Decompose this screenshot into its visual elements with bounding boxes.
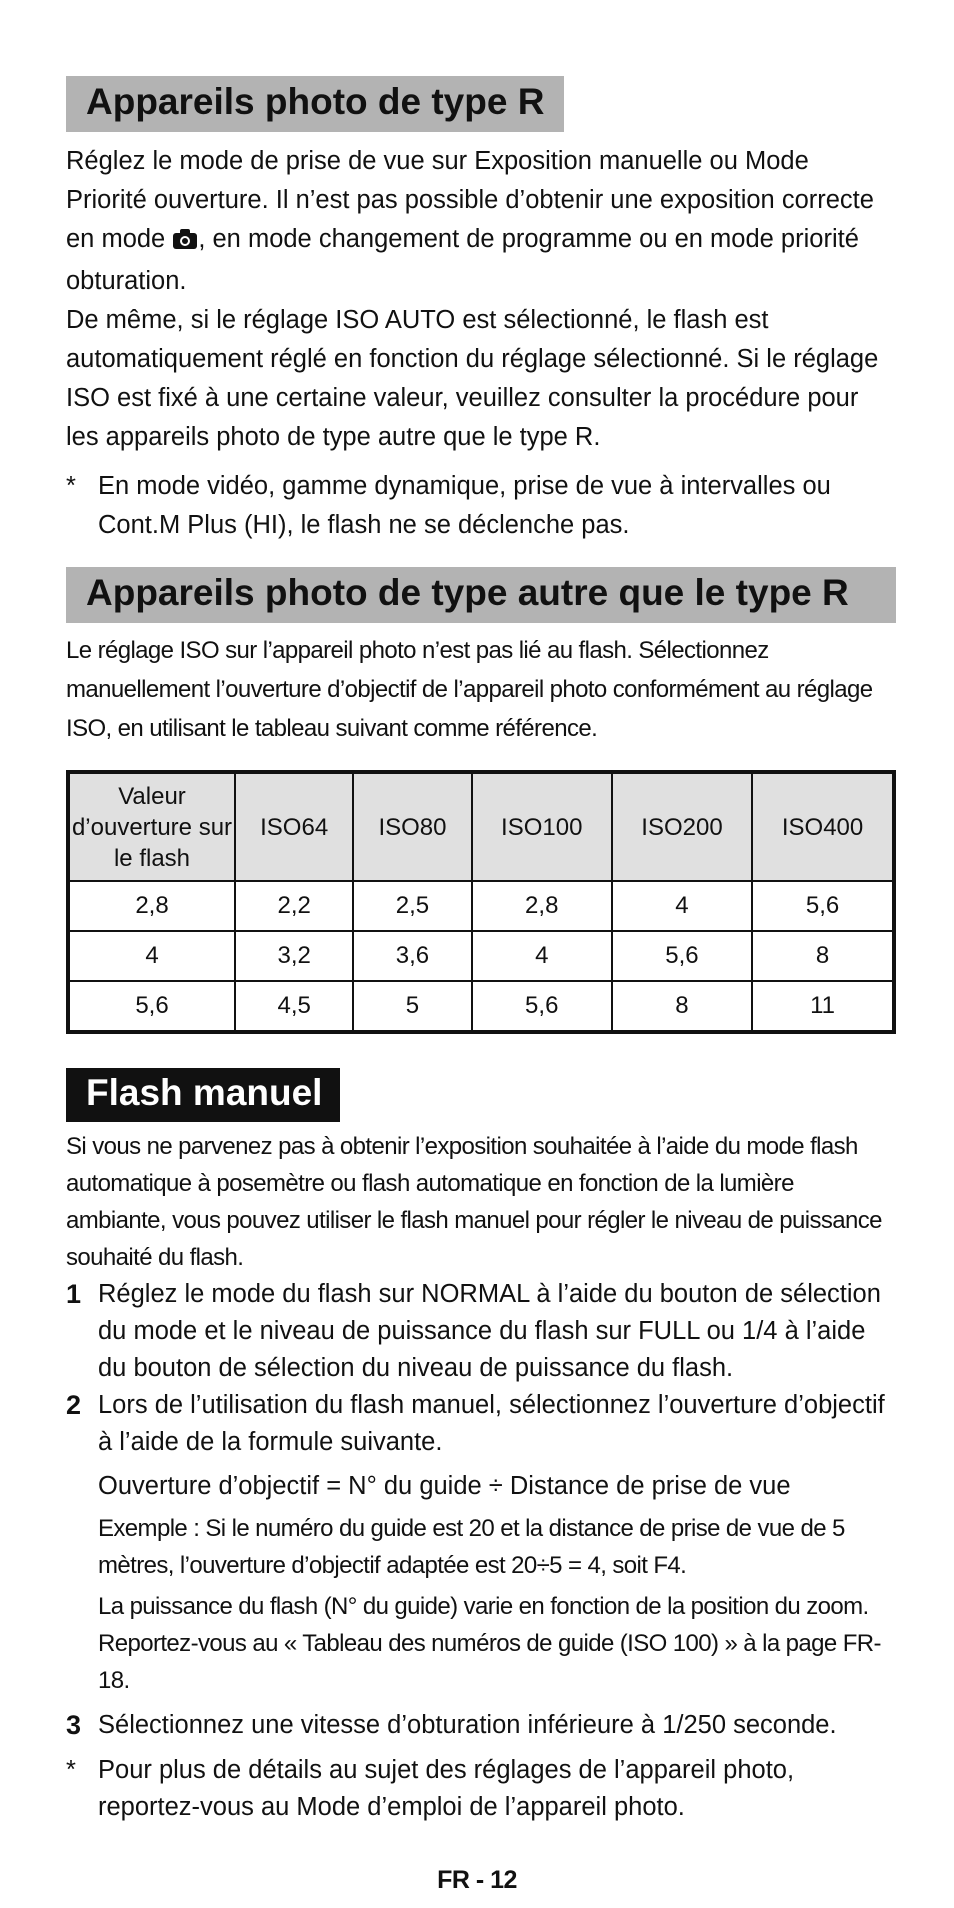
type-r-paragraph-2: De même, si le réglage ISO AUTO est sélectionné, le flash est automatiquement réglé en fonction du réglage sélectionné. Si le réglage ISO est fixé à une certaine valeur, veuillez consulter la procédure pour les appareils photo de type autre que le type R.: [66, 306, 879, 451]
table-cell: 5: [353, 981, 471, 1032]
type-r-paragraph-1-start: Réglez le mode de prise de vue sur Exposition manuelle ou Mode Priorité ouverture. Il n’est pas possible d’obtenir une exposition correcte en mode: [66, 147, 874, 253]
step-number: 2: [66, 1390, 82, 1420]
type-r-note: [66, 467, 896, 545]
manual-page: [66, 76, 896, 1826]
note-asterisk: *: [66, 472, 76, 500]
table-cell: 5,6: [612, 931, 752, 981]
table-header-cell: ISO400: [752, 772, 894, 881]
table-header-cell: ISO64: [235, 772, 353, 881]
step-text: Lors de l’utilisation du flash manuel, sélectionnez l’ouverture d’objectif à l’aide de la formule suivante.: [98, 1391, 885, 1456]
table-cell: 8: [752, 931, 894, 981]
step-number: 1: [66, 1279, 82, 1309]
example: [66, 1510, 896, 1584]
step-2: [66, 1387, 896, 1461]
section-type-r: [66, 76, 896, 545]
table-header-cell: ISO100: [472, 772, 612, 881]
final-note: [66, 1752, 896, 1826]
table-cell: 3,2: [235, 931, 353, 981]
table-cell: 5,6: [68, 981, 235, 1032]
table-cell: 11: [752, 981, 894, 1032]
non-type-r-paragraph: Le réglage ISO sur l’appareil photo n’est pas lié au flash. Sélectionnez manuellement l’ouverture d’objectif de l’appareil photo conformément au réglage ISO, en utilisant le tableau suivant comme référence.: [66, 637, 873, 742]
table-row: [68, 931, 894, 981]
table-header-cell: ISO80: [353, 772, 471, 881]
type-r-paragraph-1: [66, 142, 896, 301]
type-r-paragraph-1-end: , en mode changement de programme ou en mode priorité obturation.: [66, 225, 859, 295]
step-1: [66, 1276, 896, 1387]
table-cell: 4: [472, 931, 612, 981]
final-note-text: Pour plus de détails au sujet des réglages de l’appareil photo, reportez-vous au Mode d’emploi de l’appareil photo.: [98, 1756, 795, 1821]
example-label: Exemple :: [98, 1515, 200, 1542]
table-cell: 2,2: [235, 881, 353, 931]
aperture-formula: Ouverture d’objectif = N° du guide ÷ Distance de prise de vue: [98, 1472, 791, 1500]
table-cell: 2,5: [353, 881, 471, 931]
table-cell: 8: [612, 981, 752, 1032]
section-title-manual-flash: Flash manuel: [66, 1068, 340, 1122]
manual-flash-intro: Si vous ne parvenez pas à obtenir l’exposition souhaitée à l’aide du mode flash automatique à posemètre ou flash automatique en fonction de la lumière ambiante, vous pouvez utiliser le flash manuel pour régler le niveau de puissance souhaité du flash.: [66, 1133, 882, 1271]
table-header-row: [68, 772, 894, 881]
table-header-cell: Valeur d’ouverture sur le flash: [68, 772, 235, 881]
table-row: [68, 981, 894, 1032]
table-cell: 4: [68, 931, 235, 981]
table-cell: 5,6: [752, 881, 894, 931]
table-cell: 2,8: [68, 881, 235, 931]
type-r-note-text: En mode vidéo, gamme dynamique, prise de vue à intervalles ou Cont.M Plus (HI), le flash ne se déclenche pas.: [98, 472, 831, 539]
table-header-cell: ISO200: [612, 772, 752, 881]
step-text: Sélectionnez une vitesse d’obturation inférieure à 1/250 seconde.: [98, 1711, 837, 1739]
page-number: FR - 12: [437, 1866, 517, 1894]
section-manual-flash: [66, 1068, 896, 1826]
table-cell: 4: [612, 881, 752, 931]
table-cell: 3,6: [353, 931, 471, 981]
zoom-note: La puissance du flash (N° du guide) varie en fonction de la position du zoom. Reportez-vous au « Tableau des numéros de guide (ISO 100) » à la page FR-18.: [98, 1593, 881, 1694]
aperture-iso-table: [66, 770, 896, 1034]
section-title-type-r: Appareils photo de type R: [66, 76, 564, 132]
table-cell: 5,6: [472, 981, 612, 1032]
table-cell: 2,8: [472, 881, 612, 931]
table-cell: 4,5: [235, 981, 353, 1032]
section-non-type-r: [66, 567, 896, 1034]
step-3: [66, 1707, 896, 1744]
example-text: Si le numéro du guide est 20 et la distance de prise de vue de 5 mètres, l’ouverture d’objectif adaptée est 20÷5 = 4, soit F4.: [98, 1515, 845, 1579]
table-row: [68, 881, 894, 931]
step-number: 3: [66, 1710, 82, 1740]
camera-icon: [172, 223, 198, 262]
step-text: Réglez le mode du flash sur NORMAL à l’aide du bouton de sélection du mode et le niveau de puissance du flash sur FULL ou 1/4 à l’aide du bouton de sélection du niveau de puissance du flash.: [98, 1280, 881, 1382]
section-title-non-type-r: Appareils photo de type autre que le type R: [66, 567, 896, 623]
note-asterisk: *: [66, 1756, 76, 1784]
